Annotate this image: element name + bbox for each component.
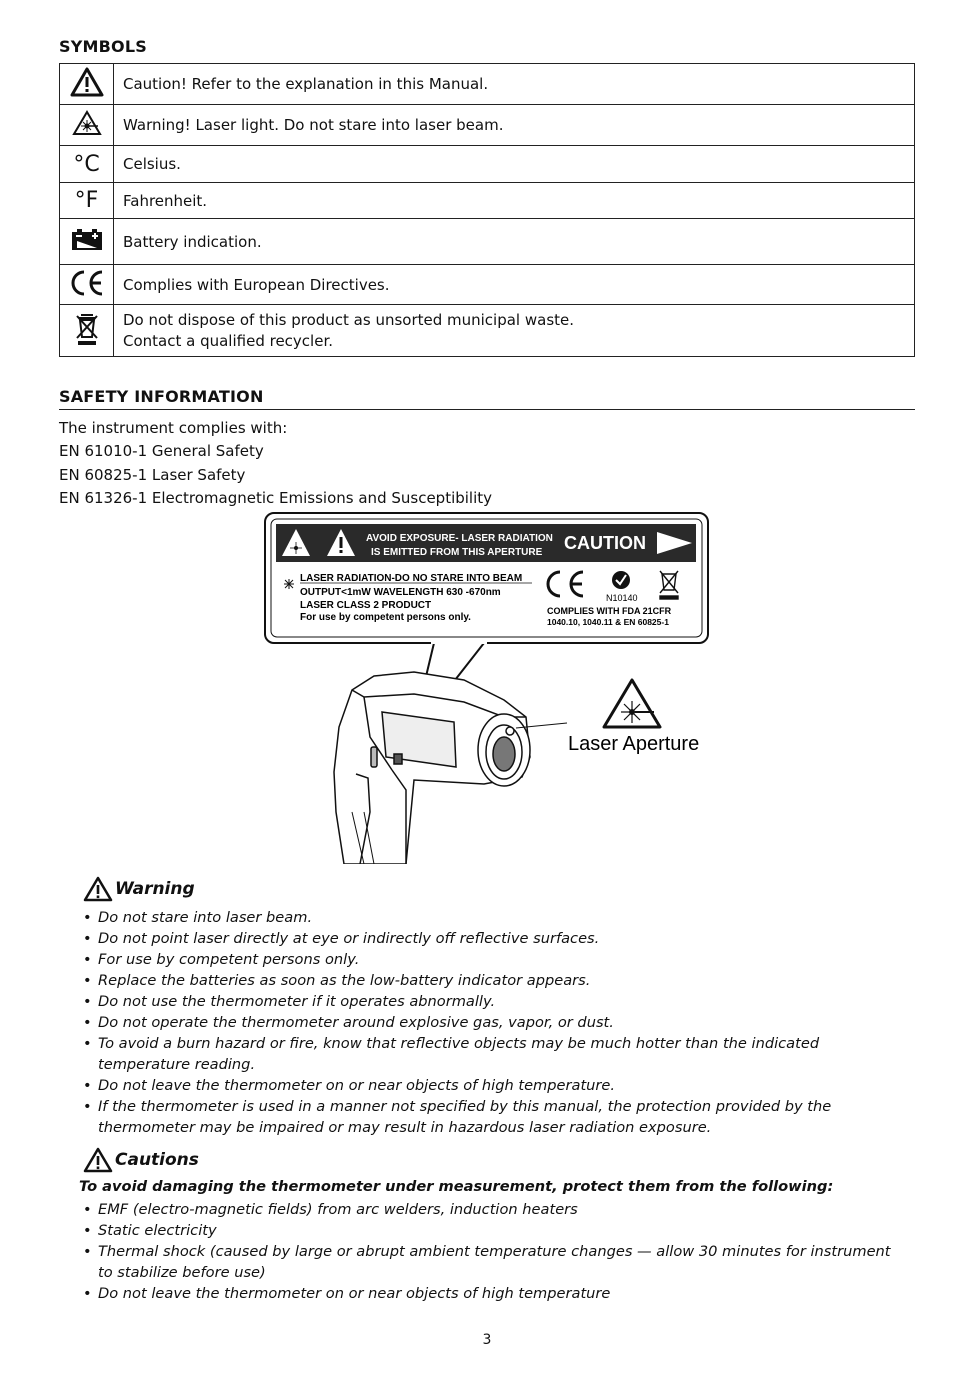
warning-list (79, 907, 909, 1138)
complies-intro: The instrument complies with: (59, 419, 288, 437)
laser-label-diagram (264, 512, 710, 864)
symbol-row (60, 305, 915, 357)
list-item: • Do not leave the thermometer on or near objects of high temperature (79, 1283, 909, 1304)
symbol-text: Warning! Laser light. Do not stare into laser beam. (114, 105, 915, 146)
symbol-row (60, 219, 915, 265)
list-item: • Do not operate the thermometer around explosive gas, vapor, or dust. (79, 1012, 909, 1033)
battery-icon (60, 219, 114, 265)
symbol-row (60, 183, 915, 219)
caution-triangle-icon (83, 876, 113, 902)
laser-warning-icon (604, 680, 660, 727)
list-item: • EMF (electro-magnetic fields) from arc welders, induction heaters (79, 1199, 909, 1220)
thermometer-illustration (334, 672, 530, 864)
warning-heading (83, 876, 195, 902)
label-avoid-line1: AVOID EXPOSURE- LASER RADIATION (366, 533, 553, 544)
symbol-text: Complies with European Directives. (114, 265, 915, 305)
laser-star-icon (284, 579, 294, 589)
label-avoid-line2: IS EMITTED FROM THIS APERTURE (371, 547, 543, 558)
label-fda2: 1040.10, 1040.11 & EN 60825-1 (547, 617, 669, 627)
standards-list (59, 417, 492, 510)
cautions-lead: To avoid damaging the thermometer under measurement, protect them from the following: (79, 1178, 834, 1195)
symbol-row (60, 64, 915, 105)
symbol-text: Battery indication. (114, 219, 915, 265)
weee-bin-icon (60, 305, 114, 357)
list-item: • To avoid a burn hazard or fire, know that reflective objects may be much hotter than the indicated temperature reading. (79, 1033, 909, 1075)
list-item: • Do not leave the thermometer on or near objects of high temperature. (79, 1075, 909, 1096)
fahrenheit-icon: °F (60, 183, 114, 219)
symbol-row (60, 265, 915, 305)
label-line2: OUTPUT<1mW WAVELENGTH 630 -670nm (300, 587, 501, 598)
safety-heading: SAFETY INFORMATION (59, 387, 915, 410)
label-line3: LASER CLASS 2 PRODUCT (300, 600, 432, 611)
cautions-title: Cautions (115, 1150, 199, 1170)
symbol-text: Caution! Refer to the explanation in this Manual. (114, 64, 915, 105)
label-caution: CAUTION (564, 533, 646, 553)
cautions-list (79, 1199, 909, 1304)
label-line1: LASER RADIATION-DO NO STARE INTO BEAM (300, 573, 523, 584)
list-item: • Replace the batteries as soon as the low-battery indicator appears. (79, 970, 909, 991)
label-code: N10140 (606, 593, 638, 603)
symbols-table (59, 63, 915, 357)
symbol-text: Celsius. (114, 146, 915, 183)
symbol-text: Fahrenheit. (114, 183, 915, 219)
warning-title: Warning (115, 879, 195, 899)
list-item: • For use by competent persons only. (79, 949, 909, 970)
symbol-row (60, 146, 915, 183)
symbol-row (60, 105, 915, 146)
symbol-text: Do not dispose of this product as unsorted municipal waste. Contact a qualified recycler. (114, 305, 915, 357)
caution-triangle-icon (60, 64, 114, 105)
standard-item: EN 61326-1 Electromagnetic Emissions and Susceptibility (59, 488, 493, 507)
ce-mark-icon (60, 265, 114, 305)
list-item: • Do not stare into laser beam. (79, 907, 909, 928)
celsius-icon: °C (60, 146, 114, 183)
laser-warning-icon (60, 105, 114, 146)
list-item: • Thermal shock (caused by large or abrupt ambient temperature changes — allow 30 minutes for instrument to stabilize before use) (79, 1241, 909, 1283)
list-item: • Do not use the thermometer if it operates abnormally. (79, 991, 909, 1012)
caution-triangle-icon (83, 1147, 113, 1173)
standard-item: EN 60825-1 Laser Safety (59, 465, 246, 484)
symbols-heading: SYMBOLS (59, 37, 147, 56)
page-number: 3 (482, 1332, 492, 1348)
list-item: • If the thermometer is used in a manner not specified by this manual, the protection provided by the thermometer may be impaired or may result in hazardous laser radiation exposure. (79, 1096, 909, 1138)
list-item: • Static electricity (79, 1220, 909, 1241)
standard-item: EN 61010-1 General Safety (59, 442, 264, 461)
laser-aperture-label: Laser Aperture (568, 733, 700, 755)
cautions-heading (83, 1147, 199, 1173)
label-fda1: COMPLIES WITH FDA 21CFR (547, 606, 672, 616)
label-line4: For use by competent persons only. (300, 612, 471, 623)
list-item: • Do not point laser directly at eye or indirectly off reflective surfaces. (79, 928, 909, 949)
c-tick-icon (612, 571, 630, 589)
